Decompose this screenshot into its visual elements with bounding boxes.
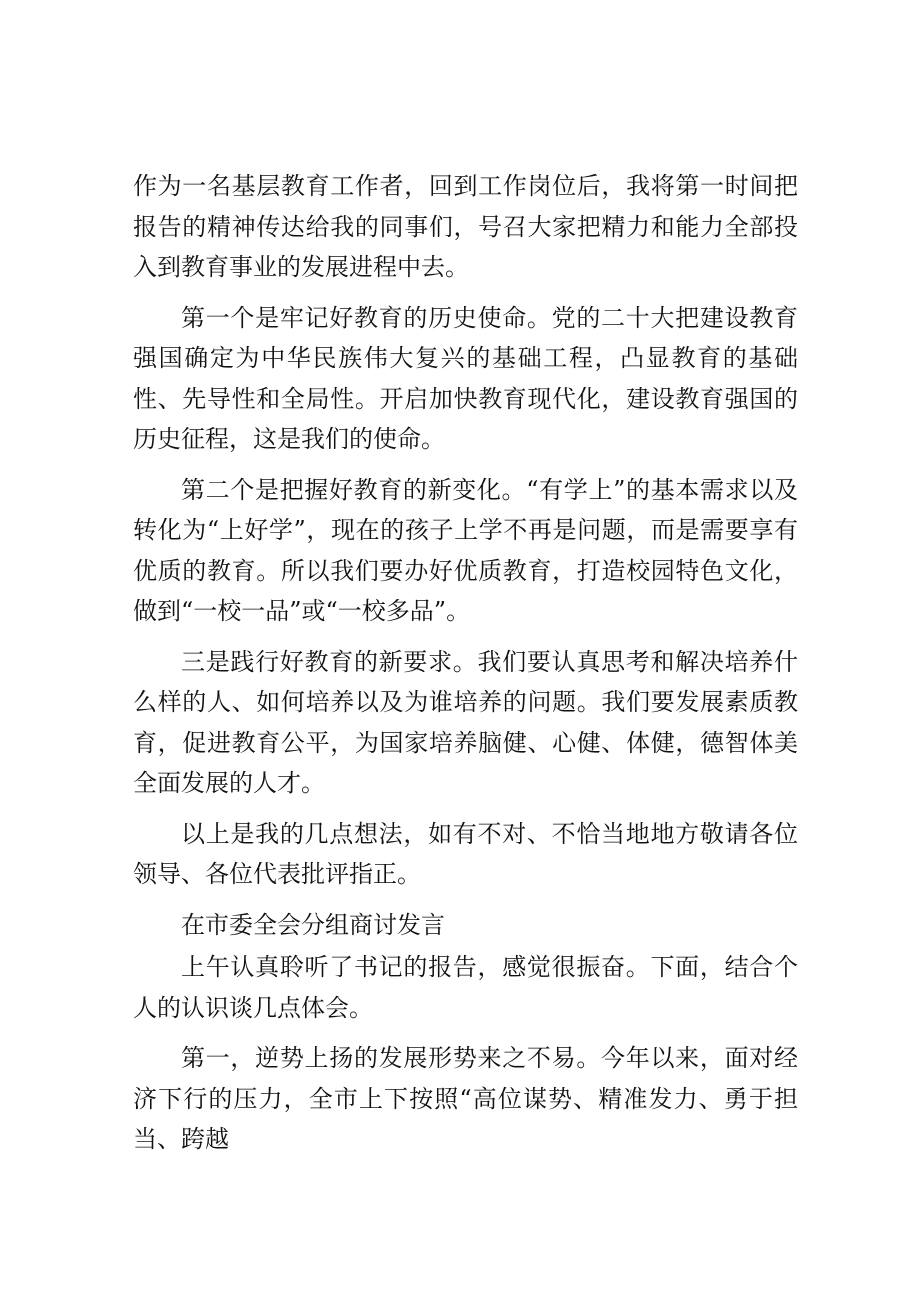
paragraph-opening-remarks: 上午认真聆听了书记的报告，感觉很振奋。下面，结合个人的认识谈几点体会。 xyxy=(133,953,798,1022)
document-body xyxy=(133,166,798,1170)
paragraph-intro: 作为一名基层教育工作者，回到工作岗位后，我将第一时间把报告的精神传达给我的同事们，号召大家把精力和能力全部投入到教育事业的发展进程中去。 xyxy=(133,172,798,281)
paragraph-new-requirements: 三是践行好教育的新要求。我们要认真思考和解决培养什么样的人、如何培养以及为谁培养的问题。我们要发展素质教育，促进教育公平，为国家培养脑健、心健、体健，德智体美全面发展的人才。 xyxy=(133,647,798,797)
section-title: 在市委全会分组商讨发言 xyxy=(181,910,445,939)
paragraph-new-changes: 第二个是把握好教育的新变化。“有学上”的基本需求以及转化为“上好学”，现在的孩子上学不再是问题，而是需要享有优质的教育。所以我们要办好优质教育，打造校园特色文化，做到“一校一品”或“一校多品”。 xyxy=(133,475,798,625)
paragraph-history-mission: 第一个是牢记好教育的历史使命。党的二十大把建设教育强国确定为中华民族伟大复兴的基础工程，凸显教育的基础性、先导性和全局性。开启加快教育现代化，建设教育强国的历史征程，这是我们的使命。 xyxy=(133,303,798,453)
paragraph-development-situation: 第一，逆势上扬的发展形势来之不易。今年以来，面对经济下行的压力，全市上下按照“高位谋势、精准发力、勇于担当、跨越 xyxy=(133,1044,798,1153)
paragraph-closing: 以上是我的几点想法，如有不对、不恰当地地方敬请各位领导、各位代表批评指正。 xyxy=(133,819,798,888)
